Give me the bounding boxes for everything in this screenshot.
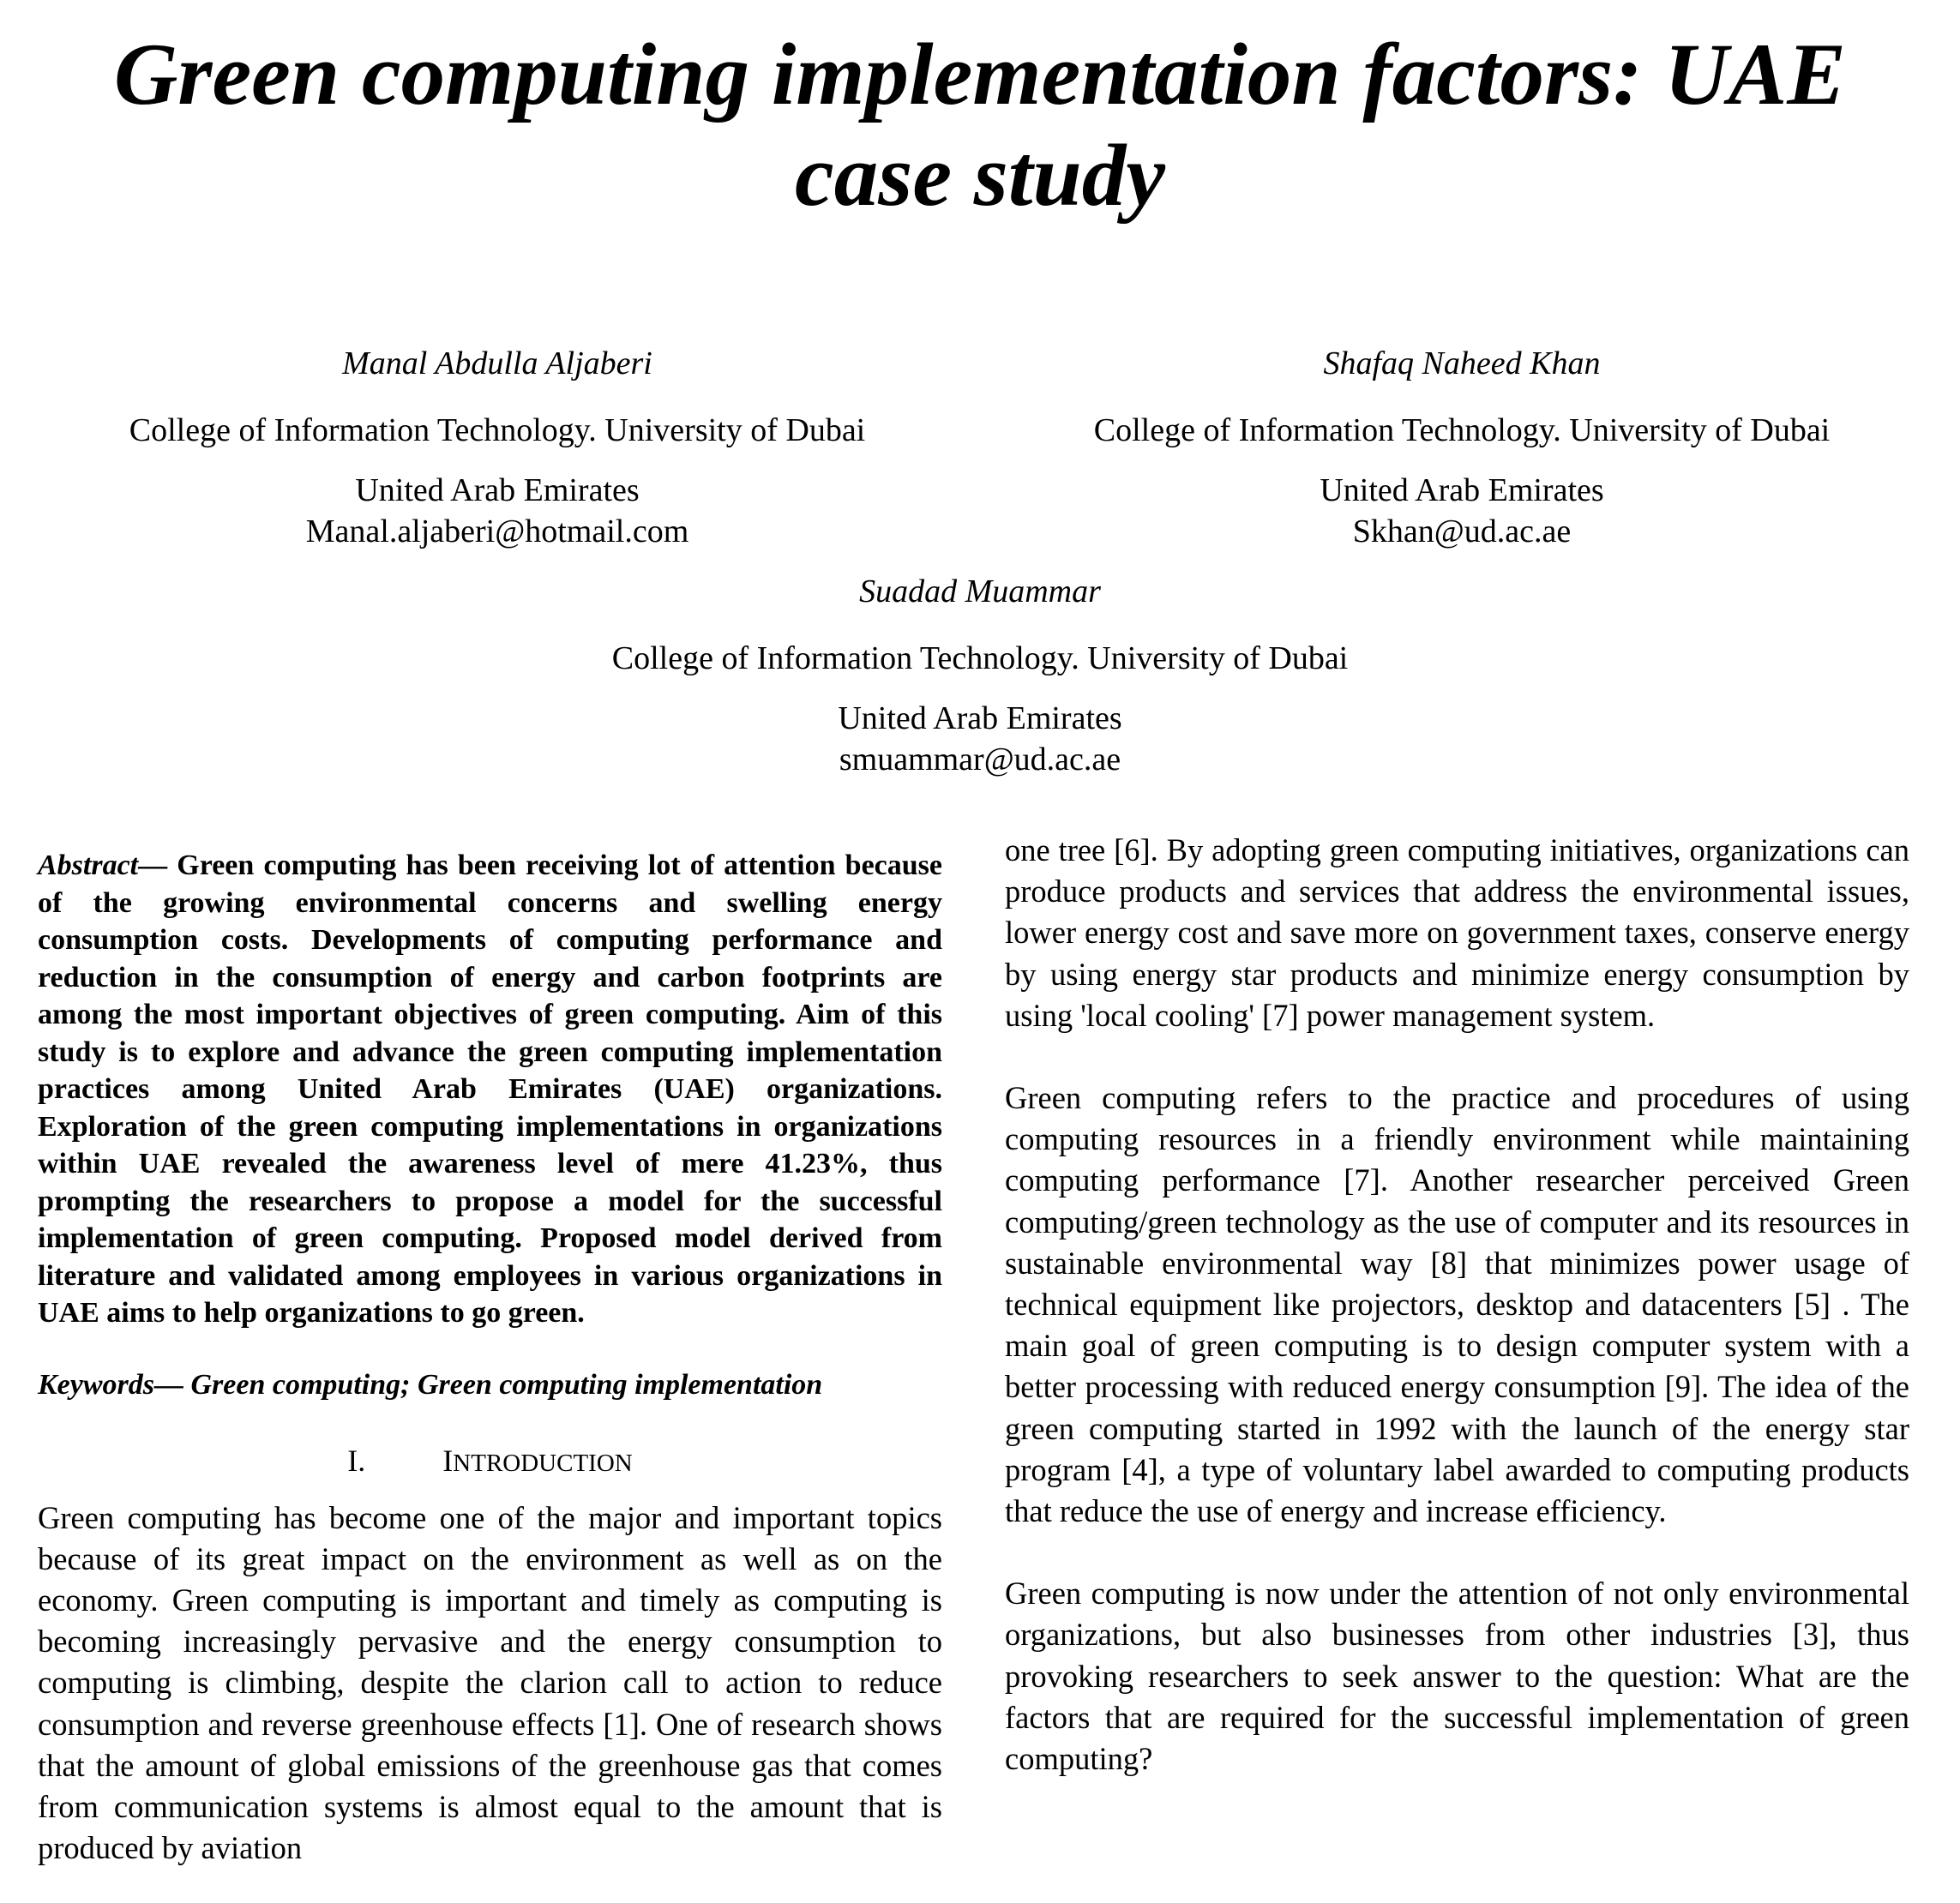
section-title-rest: NTRODUCTION (453, 1449, 633, 1477)
author-block-3 (466, 571, 1494, 780)
abstract (38, 847, 942, 1332)
author-name: Shafaq Naheed Khan (1323, 345, 1601, 381)
author-block-1 (51, 343, 943, 552)
author-affiliation: College of Information Technology. University of Dubai (1093, 412, 1831, 448)
section-number: I. (347, 1443, 366, 1478)
body-paragraph: Green computing is now under the attention of not only environmental organizations, but also businesses from other industries [3], thus provoking researchers to seek answer to the question: What are the factors that are required for the successful implementation of green computing? (1005, 1576, 1909, 1777)
paper-title: Green computing implementation factors: UAE case study (113, 26, 1847, 225)
author-country: United Arab Emirates (1320, 472, 1604, 508)
body-paragraph: Green computing refers to the practice and procedures of using computing resources in a friendly environment while maintaining computing performance [7]. Another researcher perceived Green computing/green technology as the use of computer and its resources in sustainable environmental way [8] that minimizes power usage of technical equipment like projectors, desktop and datacenters [5] . The main goal of green computing is to design computer system with a better processing with reduced energy consumption [9]. The idea of the green computing started in 1992 with the launch of the energy star program [4], a type of voluntary label awarded to computing products that reduce the use of energy and increase efficiency. (1005, 1080, 1909, 1529)
author-name: Suadad Muammar (859, 573, 1101, 609)
author-affiliation: College of Information Technology. University of Dubai (611, 640, 1349, 676)
keywords (38, 1366, 942, 1404)
author-affiliation: College of Information Technology. University of Dubai (129, 412, 866, 448)
keywords-label: Keywords (38, 1368, 154, 1401)
keywords-text: Green computing; Green computing implementation (190, 1368, 823, 1401)
abstract-label: Abstract (38, 849, 139, 881)
author-country: United Arab Emirates (355, 472, 640, 508)
body-paragraph: one tree [6]. By adopting green computing initiatives, organizations can produce products and services that address the environmental issues, lower energy cost and save more on government taxes, conserve energy by using energy star products and minimize energy consumption by using 'local cooling' [7] power management system. (1005, 832, 1909, 1033)
right-column (1005, 830, 1909, 1780)
author-email: Skhan@ud.ac.ae (1352, 513, 1572, 549)
section-heading-introduction (38, 1442, 942, 1482)
author-country: United Arab Emirates (838, 700, 1122, 736)
author-name: Manal Abdulla Aljaberi (342, 345, 652, 381)
author-block-2 (1003, 343, 1921, 552)
keywords-dash: — (154, 1368, 191, 1401)
abstract-dash: — (138, 849, 177, 881)
body-paragraph: Green computing has become one of the major and important topics because of its great impact on the environment as well as on the economy. Green computing is important and timely as computing is becoming increasingly pervasive and the energy consumption to computing is climbing, despite the clarion call to action to reduce consumption and reverse greenhouse effects [1]. One of research shows that the amount of global emissions of the greenhouse gas that comes from communication systems is almost equal to the amount that is produced by aviation (38, 1499, 942, 1866)
author-email: Manal.aljaberi@hotmail.com (305, 513, 689, 549)
left-column (38, 847, 942, 1869)
section-title-initial: I (442, 1443, 454, 1478)
author-email: smuammar@ud.ac.ae (839, 741, 1121, 777)
abstract-text: Green computing has been receiving lot of attention because of the growing environmental concerns and swelling energy consumption costs. Developments of computing performance and reduction in the consumption of energy and carbon footprints are among the most important objectives of green computing. Aim of this study is to explore and advance the green computing implementation practices among United Arab Emirates (UAE) organizations. Exploration of the green computing implementations in organizations within UAE revealed the awareness level of mere 41.23%, thus prompting the researchers to propose a model for the successful implementation of green computing. Proposed model derived from literature and validated among employees in various organizations in UAE aims to help organizations to go green. (38, 849, 942, 1329)
